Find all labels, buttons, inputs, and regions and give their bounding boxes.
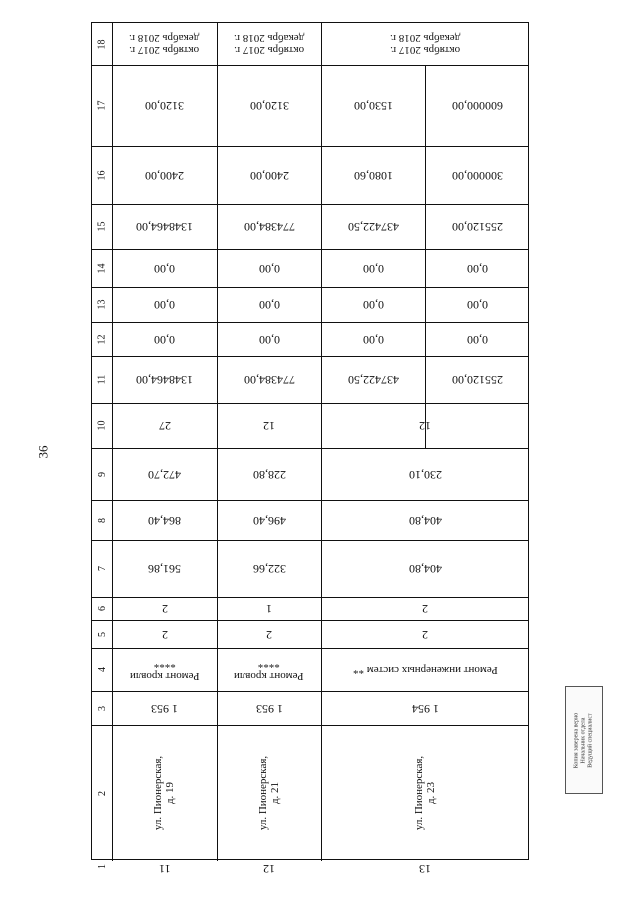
row-13-address: [321, 725, 529, 861]
row-13-b-col-13: [425, 287, 529, 322]
page-number: 36: [35, 445, 51, 459]
column-number-5: [92, 620, 112, 648]
row-13-a-col-17-text: 1530,00: [353, 99, 393, 113]
column-number-10-text: 10: [96, 420, 108, 431]
row-11-col-9: [112, 448, 217, 500]
row-12-col-5-text: 2: [266, 627, 272, 642]
row-12-col-5: [217, 620, 321, 648]
row-11-col-8: [112, 500, 217, 540]
row-11-period-text: октябрь 2017 г. декабрь 2018 г.: [129, 32, 200, 56]
row-12-col-16: [217, 146, 321, 204]
column-number-3-text: 3: [96, 705, 108, 711]
column-number-3: [92, 691, 112, 725]
row-12-period: [217, 23, 321, 65]
row-11-col-6: [112, 597, 217, 620]
column-number-16-text: 16: [96, 170, 108, 180]
row-11-col-5-text: 2: [161, 627, 168, 642]
column-number-6-text: 6: [96, 606, 108, 611]
column-number-16: [92, 146, 112, 204]
row-13-a-col-17: [321, 65, 425, 146]
column-number-14: [92, 249, 112, 287]
row-12-col-9-text: 228,80: [252, 467, 286, 482]
column-number-18-text: 18: [96, 39, 108, 49]
row-12-col-10-text: 12: [263, 419, 275, 433]
column-number-2-text: 2: [96, 790, 108, 796]
row-11-col-10: [112, 403, 217, 448]
row-13-a-col-13-text: 0,00: [362, 298, 384, 312]
row-13-a-col-16-text: 1080,60: [353, 168, 393, 183]
row-13-a-col-12-text: 0,00: [362, 332, 384, 347]
row-13-b-col-15-text: 255120,00: [451, 220, 503, 234]
row-11-period: [112, 23, 217, 65]
row-11-col-15: [112, 204, 217, 249]
row-12-col-17-text: 3120,00: [249, 99, 289, 113]
row-11-col-13-text: 0,00: [154, 298, 175, 312]
row-12-number: [217, 861, 321, 876]
row-12-col-9: [217, 448, 321, 500]
row-13-a-col-11-text: 437422,50: [347, 373, 399, 387]
column-number-9: [92, 448, 112, 500]
row-11-address: [112, 725, 217, 861]
row-12-col-8-text: 496,40: [252, 513, 286, 528]
column-number-4: [92, 648, 112, 691]
column-number-12: [92, 322, 112, 356]
column-number-8-text: 8: [96, 517, 108, 523]
row-13-col-5-text: 2: [422, 627, 428, 642]
row-11-col-9-text: 472,70: [148, 467, 181, 482]
column-number-17: [92, 65, 112, 146]
row-13-period-text: октябрь 2017 г. декабрь 2018 г.: [389, 32, 461, 56]
row-13-a-col-14: [321, 249, 425, 287]
row-12-col-6-text: 1: [266, 602, 272, 616]
column-number-7-text: 7: [96, 566, 108, 571]
column-number-1: [92, 861, 112, 872]
column-number-15-text: 15: [96, 221, 108, 232]
column-number-12-text: 12: [96, 334, 108, 344]
row-13-b-col-16-text: 300000,00: [451, 168, 503, 183]
row-11-address-text: ул. Пионерская, д. 19: [152, 755, 177, 831]
row-13-b-col-12: [425, 322, 529, 356]
row-13-col-8: [321, 500, 529, 540]
row-13-work-type: [321, 648, 529, 691]
row-13-year: [321, 691, 529, 725]
row-11-year-text: 1 953: [151, 701, 178, 716]
row-13-b-col-14: [425, 249, 529, 287]
row-11-col-13: [112, 287, 217, 322]
row-13-col-7: [321, 540, 529, 597]
column-number-6: [92, 597, 112, 620]
row-11-work-type-text: Ремонт кровли ****: [129, 657, 200, 682]
row-12-col-16-text: 2400,00: [249, 168, 289, 183]
row-13-year-text: 1 954: [411, 701, 439, 716]
row-12-col-10: [217, 403, 321, 448]
row-11-col-8-text: 864,40: [148, 513, 181, 528]
row-13-b-col-17-text: 600000,00: [451, 99, 503, 113]
row-12-work-type: [217, 648, 321, 691]
row-13-col-8-text: 404,80: [408, 513, 442, 528]
row-11-col-14: [112, 249, 217, 287]
column-number-17-text: 17: [96, 100, 108, 111]
row-13-col-6-text: 2: [422, 602, 428, 616]
row-13-address-text: ул. Пионерская, д. 23: [412, 755, 437, 831]
row-11-col-12: [112, 322, 217, 356]
row-12-col-17: [217, 65, 321, 146]
row-12-col-11: [217, 356, 321, 403]
column-number-1-text: 1: [96, 864, 108, 869]
row-12-col-7-text: 322,66: [252, 562, 286, 576]
row-13-a-col-15: [321, 204, 425, 249]
column-number-15: [92, 204, 112, 249]
row-12-col-12: [217, 322, 321, 356]
row-13-col-7-text: 404,80: [408, 562, 442, 576]
repair-program-table: [91, 22, 529, 876]
row-13-b-col-16: [425, 146, 529, 204]
row-11-col-17-text: 3120,00: [145, 99, 184, 113]
row-13-col-6: [321, 597, 529, 620]
row-13-b-col-13-text: 0,00: [466, 298, 488, 312]
row-13-b-col-14-text: 0,00: [466, 261, 488, 276]
row-13-col-5: [321, 620, 529, 648]
row-11-number-text: 11: [158, 862, 171, 876]
row-11-work-type: [112, 648, 217, 691]
row-13-b-col-15: [425, 204, 529, 249]
row-13-work-type-text: Ремонт инженерных систем **: [352, 663, 498, 676]
row-13-col-10: [321, 403, 529, 448]
row-11-col-6-text: 2: [161, 602, 168, 616]
row-11-col-11: [112, 356, 217, 403]
column-number-14-text: 14: [96, 263, 108, 273]
row-12-col-13-text: 0,00: [258, 298, 280, 312]
row-11-col-7-text: 561,86: [148, 562, 181, 576]
row-12-col-8: [217, 500, 321, 540]
row-13-number: [321, 861, 529, 876]
row-13-col-9: [321, 448, 529, 500]
row-11-col-12-text: 0,00: [154, 332, 175, 347]
row-12-col-15: [217, 204, 321, 249]
row-12-col-12-text: 0,00: [258, 332, 280, 347]
certification-stamp: [565, 686, 603, 794]
row-13-a-col-13: [321, 287, 425, 322]
column-number-13: [92, 287, 112, 322]
column-number-2: [92, 725, 112, 861]
row-13-b-col-12-text: 0,00: [466, 332, 488, 347]
row-13-b-col-17: [425, 65, 529, 146]
row-11-col-17: [112, 65, 217, 146]
row-11-col-16: [112, 146, 217, 204]
row-13-b-col-11: [425, 356, 529, 403]
row-12-col-11-text: 774384,00: [243, 373, 295, 387]
row-13-a-col-14-text: 0,00: [362, 261, 384, 276]
column-number-9-text: 9: [96, 471, 108, 477]
row-12-work-type-text: Ремонт кровли ****: [234, 657, 304, 682]
row-11-col-14-text: 0,00: [154, 261, 175, 276]
row-13-a-col-15-text: 437422,50: [347, 220, 399, 234]
column-number-5-text: 5: [96, 631, 108, 637]
row-11-year: [112, 691, 217, 725]
row-13-number-text: 13: [419, 862, 431, 876]
row-11-col-15-text: 1348464,00: [136, 220, 193, 234]
row-13-period: [321, 23, 529, 65]
row-11-col-5: [112, 620, 217, 648]
row-12-col-6: [217, 597, 321, 620]
row-13-col-10-text: 12: [419, 419, 431, 433]
stamp-text: Копия заверена верно Начальник отдела Ведущий специалист: [573, 712, 594, 768]
row-11-col-11-text: 1348464,00: [136, 373, 193, 387]
row-12-address: [217, 725, 321, 861]
row-11-col-10-text: 27: [158, 419, 171, 433]
column-number-11-text: 11: [96, 374, 108, 385]
row-12-number-text: 12: [263, 862, 275, 876]
row-13-b-col-11-text: 255120,00: [451, 373, 503, 387]
row-13-a-col-12: [321, 322, 425, 356]
row-12-col-15-text: 774384,00: [243, 220, 295, 234]
row-12-period-text: октябрь 2017 г. декабрь 2018 г.: [233, 32, 305, 56]
column-number-4-text: 4: [96, 667, 108, 672]
row-13-a-col-16: [321, 146, 425, 204]
column-number-11: [92, 356, 112, 403]
row-11-number: [112, 861, 217, 876]
row-13-col-9-text: 230,10: [408, 467, 442, 482]
column-number-13-text: 13: [96, 299, 108, 310]
row-12-year: [217, 691, 321, 725]
column-number-10: [92, 403, 112, 448]
row-12-col-14-text: 0,00: [258, 261, 280, 276]
row-12-year-text: 1 953: [255, 701, 283, 716]
row-11-col-16-text: 2400,00: [145, 168, 184, 183]
row-12-col-13: [217, 287, 321, 322]
column-number-8: [92, 500, 112, 540]
column-number-7: [92, 540, 112, 597]
column-number-18: [92, 23, 112, 65]
row-12-col-14: [217, 249, 321, 287]
row-12-col-7: [217, 540, 321, 597]
row-13-a-col-11: [321, 356, 425, 403]
row-12-address-text: ул. Пионерская, д. 21: [256, 755, 281, 831]
row-11-col-7: [112, 540, 217, 597]
